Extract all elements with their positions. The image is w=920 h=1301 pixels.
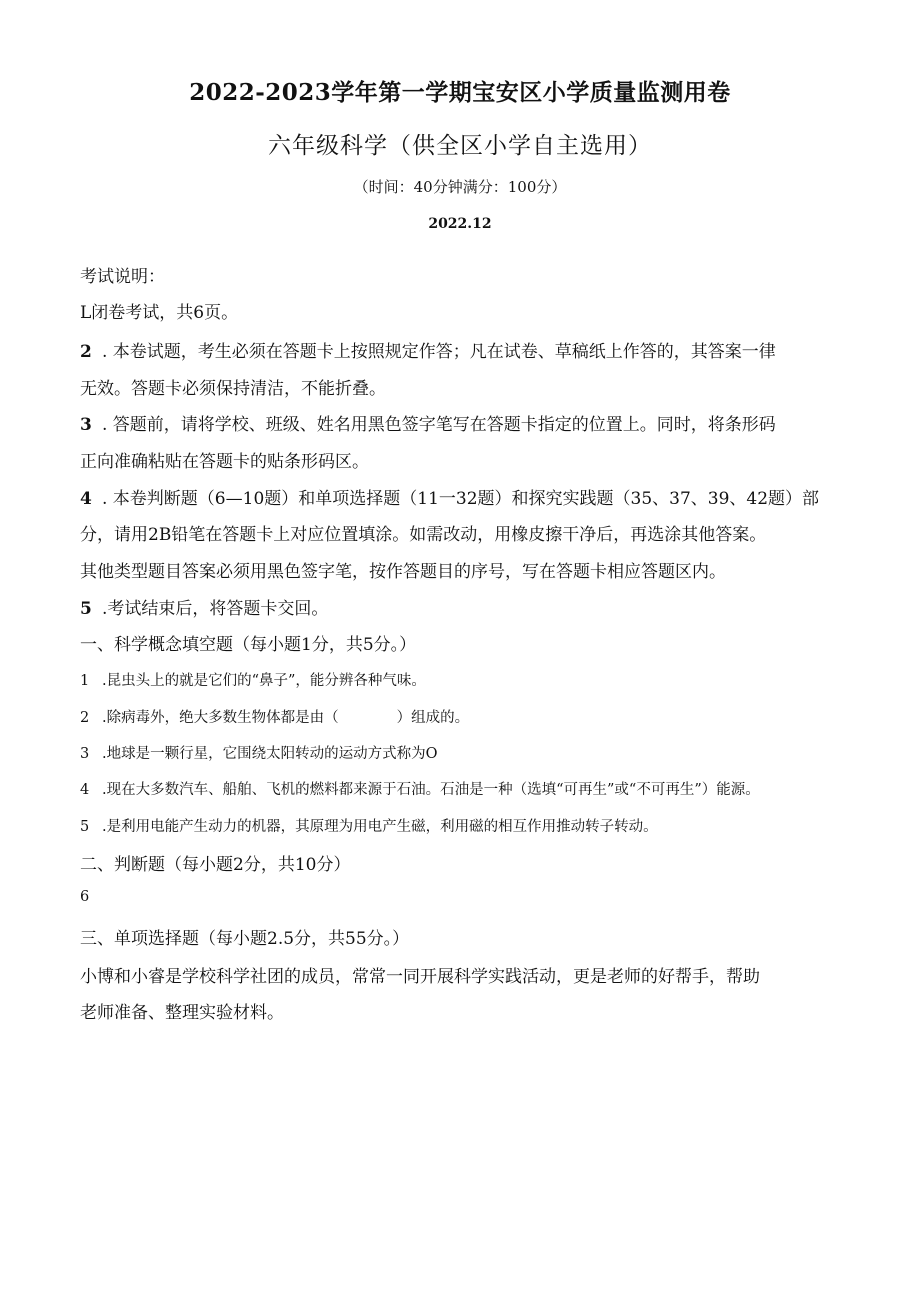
exam-date: 2022.12 [428, 216, 492, 232]
instruction-item-2-line1 [80, 337, 776, 362]
instruction-item-2-number: 2 [80, 342, 92, 362]
question-number: 3 [80, 746, 90, 762]
fill-question-3 [80, 742, 438, 763]
instruction-item-4-line3: 其他类型题目答案必须用黑色签字笔，按作答题目的序号，写在答题卡相应答题区内。 [80, 562, 726, 582]
question-number: 4 [80, 782, 90, 798]
instruction-item-4-line1 [80, 484, 819, 509]
instruction-item-4-line2: 分，请用2B铅笔在答题卡上对应位置填涂。如需改动，用橡皮擦干净后，再选涂其他答案。 [80, 525, 767, 545]
instruction-item-3-number: 3 [80, 415, 92, 435]
fill-question-5 [80, 815, 658, 836]
instruction-item-4-number: 4 [80, 489, 92, 509]
fill-question-1 [80, 669, 426, 690]
exam-subtitle: 六年级科学（供全区小学自主选用） [268, 133, 652, 159]
question-text: .现在大多数汽车、船舶、飞机的燃料都来源于石油。石油是一种（选填“可再生”或“不可再生”）能源。 [102, 782, 760, 798]
question-text: .昆虫头上的就是它们的“鼻子”，能分辨各种气味。 [102, 673, 426, 689]
instruction-item-5 [80, 594, 328, 619]
question-text: .是利用电能产生动力的机器，其原理为用电产生磁，利用磁的相互作用推动转子转动。 [102, 819, 658, 835]
judge-question-6: 6 [80, 889, 90, 905]
instruction-item-3-text: . 答题前，请将学校、班级、姓名用黑色签字笔写在答题卡指定的位置上。同时，将条形码 [102, 415, 776, 435]
instruction-item-2-text: . 本卷试题，考生必须在答题卡上按照规定作答；凡在试卷、草稿纸上作答的，其答案一律 [102, 342, 776, 362]
instructions-heading: 考试说明： [80, 267, 165, 287]
instruction-item-5-number: 5 [80, 599, 92, 619]
question-text: .地球是一颗行星，它围绕太阳转动的运动方式称为O [102, 746, 438, 762]
instruction-item-5-text: .考试结束后，将答题卡交回。 [102, 599, 329, 619]
instruction-item-4-text: . 本卷判断题（6—10题）和单项选择题（11一32题）和探究实践题（35、37、39、42题）部 [102, 489, 820, 509]
fill-question-4 [80, 778, 760, 799]
section-1-heading: 一、科学概念填空题（每小题1分，共5分。） [80, 635, 417, 655]
instruction-item-3-line1 [80, 410, 776, 435]
section-3-heading: 三、单项选择题（每小题2.5分，共55分。） [80, 929, 410, 949]
fill-question-2 [80, 706, 469, 727]
question-number: 1 [80, 673, 90, 689]
section-2-heading: 二、判断题（每小题2分，共10分） [80, 855, 351, 875]
question-number: 2 [80, 710, 90, 726]
instruction-item-3-line2: 正向准确粘贴在答题卡的贴条形码区。 [80, 452, 369, 472]
exam-title: 2022-2023学年第一学期宝安区小学质量监测用卷 [189, 79, 731, 106]
question-text: .除病毒外，绝大多数生物体都是由（ ）组成的。 [102, 710, 470, 726]
choice-intro-line1: 小博和小睿是学校科学社团的成员，常常一同开展科学实践活动，更是老师的好帮手，帮助 [80, 967, 760, 987]
choice-intro-line2: 老师准备、整理实验材料。 [80, 1003, 284, 1023]
exam-time-info: （时间：40分钟满分：100分） [353, 178, 567, 196]
question-number: 5 [80, 819, 90, 835]
instruction-item-2-line2: 无效。答题卡必须保持清洁，不能折叠。 [80, 379, 386, 399]
instruction-item-1: L闭卷考试，共6页。 [80, 303, 239, 323]
